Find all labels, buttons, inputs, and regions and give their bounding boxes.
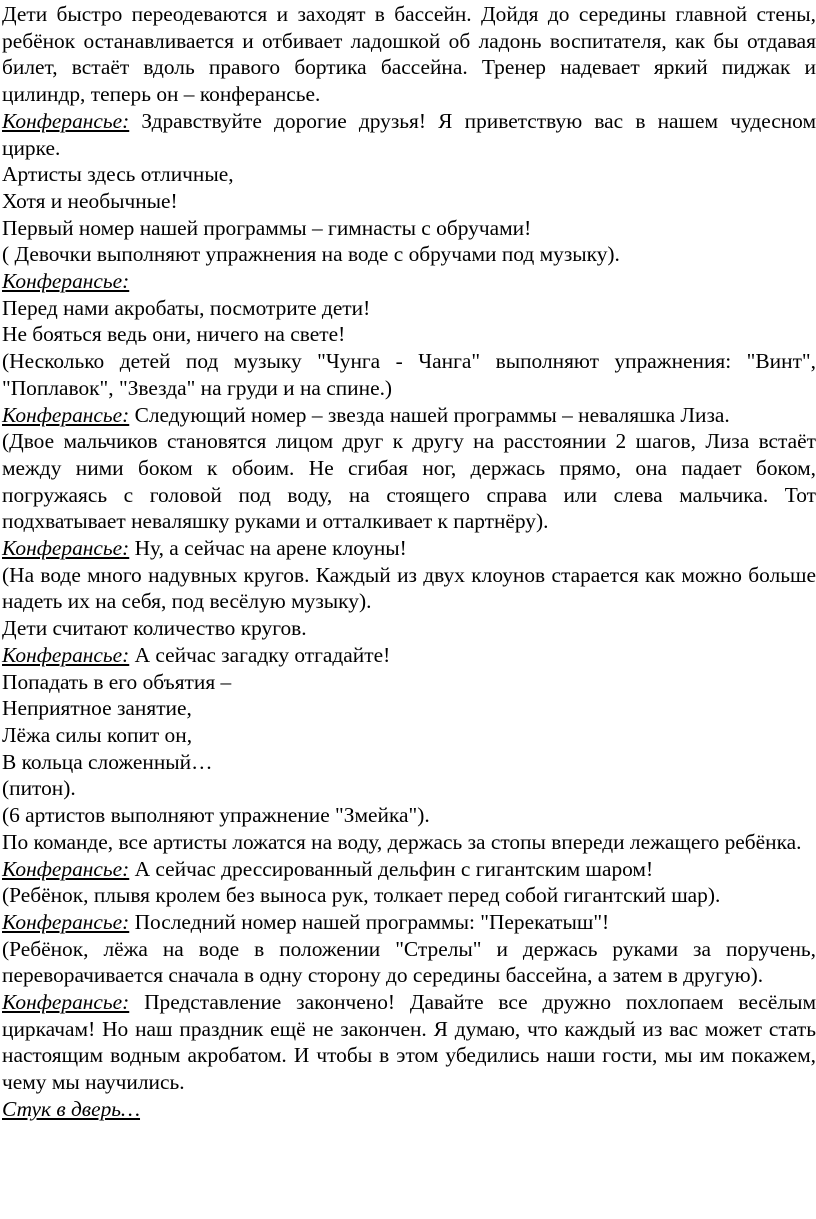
speaker-label: Конферансье: (2, 269, 130, 294)
paragraph-text: Первый номер нашей программы – гимнасты с обручами! (2, 215, 532, 240)
speaker-label: Конферансье: (2, 536, 130, 561)
paragraph-text: Артисты здесь отличные, (2, 162, 234, 187)
speaker-label: Конферансье: (2, 990, 130, 1015)
speaker-paragraph (2, 642, 816, 669)
paragraph-text: (питон). (2, 776, 76, 801)
paragraph-text: А сейчас загадку отгадайте! (129, 642, 391, 667)
paragraph (2, 775, 816, 802)
paragraph-text: Дети быстро переодеваются и заходят в бассейн. Дойдя до середины главной стены, ребёнок останавливается и отбивает ладошкой об ладонь воспитателя, как бы отдавая билет, встаёт вдоль правого бортика бассейна. Тренер надевает яркий пиджак и цилиндр, теперь он – конферансье. (2, 2, 816, 107)
closing-line (2, 1096, 816, 1123)
paragraph-text: В кольца сложенный… (2, 749, 213, 774)
paragraph (2, 722, 816, 749)
speaker-paragraph (2, 909, 816, 936)
paragraph-text: (6 артистов выполняют упражнение "Змейка"). (2, 803, 430, 828)
speaker-paragraph (2, 402, 816, 429)
speaker-paragraph (2, 989, 816, 1096)
paragraph-text: (Ребёнок, плывя кролем без выноса рук, толкает перед собой гигантский шар). (2, 883, 721, 908)
paragraph-text: А сейчас дрессированный дельфин с гигантским шаром! (129, 856, 654, 881)
paragraph (2, 882, 816, 909)
paragraph-text: Следующий номер – звезда нашей программы – неваляшка Лиза. (129, 402, 730, 427)
paragraph-text: Представление закончено! Давайте все дружно похлопаем весёлым циркачам! Но наш праздник ещё не закончен. Я думаю, что каждый из вас может стать настоящим водным акробатом. И чтобы в этом убедились наши гости, мы им покажем, чему мы научились. (2, 990, 816, 1095)
paragraph-text: Неприятное занятие, (2, 696, 192, 721)
speaker-paragraph (2, 535, 816, 562)
paragraph-text: (Двое мальчиков становятся лицом друг к другу на расстоянии 2 шагов, Лиза встаёт между ними боком к обоим. Не сгибая ног, держась прямо, она падает боком, погружаясь с головой под воду, на стоящего справа или слева мальчика. Тот подхватывает неваляшку руками и отталкивает к партнёру). (2, 429, 816, 534)
paragraph (2, 695, 816, 722)
speaker-label: Конферансье: (2, 909, 130, 934)
paragraph (2, 669, 816, 696)
paragraph (2, 321, 816, 348)
paragraph-text: Последний номер нашей программы: "Перекатыш"! (129, 909, 610, 934)
closing-text: Стук в дверь… (2, 1096, 141, 1121)
paragraph-text: Лёжа силы копит он, (2, 722, 193, 747)
paragraph (2, 161, 816, 188)
speaker-paragraph (2, 108, 816, 161)
paragraph (2, 215, 816, 242)
speaker-label: Конферансье: (2, 402, 130, 427)
speaker-paragraph (2, 268, 816, 295)
paragraph (2, 428, 816, 535)
paragraph (2, 348, 816, 401)
paragraph-text: По команде, все артисты ложатся на воду, держась за стопы впереди лежащего ребёнка. (2, 829, 802, 854)
paragraph-text: Ну, а сейчас на арене клоуны! (129, 536, 407, 561)
paragraph (2, 936, 816, 989)
paragraph (2, 802, 816, 829)
paragraph-text: (Ребёнок, лёжа на воде в положении "Стрелы" и держась руками за поручень, переворачивается сначала в одну сторону до середины бассейна, а затем в другую). (2, 936, 816, 988)
document-body (2, 1, 816, 1096)
paragraph-text: Здравствуйте дорогие друзья! Я приветствую вас в нашем чудесном цирке. (2, 108, 816, 160)
paragraph-text: Хотя и необычные! (2, 188, 178, 213)
paragraph (2, 188, 816, 215)
speaker-label: Конферансье: (2, 108, 130, 133)
paragraph (2, 615, 816, 642)
paragraph-text: Дети считают количество кругов. (2, 616, 307, 641)
paragraph (2, 241, 816, 268)
paragraph-text: (На воде много надувных кругов. Каждый из двух клоунов старается как можно больше надеть их на себя, под весёлую музыку). (2, 562, 816, 614)
paragraph-text: Попадать в его объятия – (2, 669, 232, 694)
paragraph (2, 749, 816, 776)
paragraph (2, 295, 816, 322)
speaker-label: Конферансье: (2, 856, 130, 881)
speaker-label: Конферансье: (2, 642, 130, 667)
paragraph (2, 562, 816, 615)
speaker-paragraph (2, 856, 816, 883)
paragraph (2, 829, 816, 856)
paragraph-text: (Несколько детей под музыку "Чунга - Чанга" выполняют упражнения: "Винт", "Поплавок", "Звезда" на груди и на спине.) (2, 349, 816, 400)
paragraph (2, 1, 816, 108)
paragraph-text: ( Девочки выполняют упражнения на воде с обручами под музыку). (2, 242, 620, 267)
paragraph-text: Перед нами акробаты, посмотрите дети! (2, 295, 371, 320)
paragraph-text: Не бояться ведь они, ничего на свете! (2, 322, 346, 347)
